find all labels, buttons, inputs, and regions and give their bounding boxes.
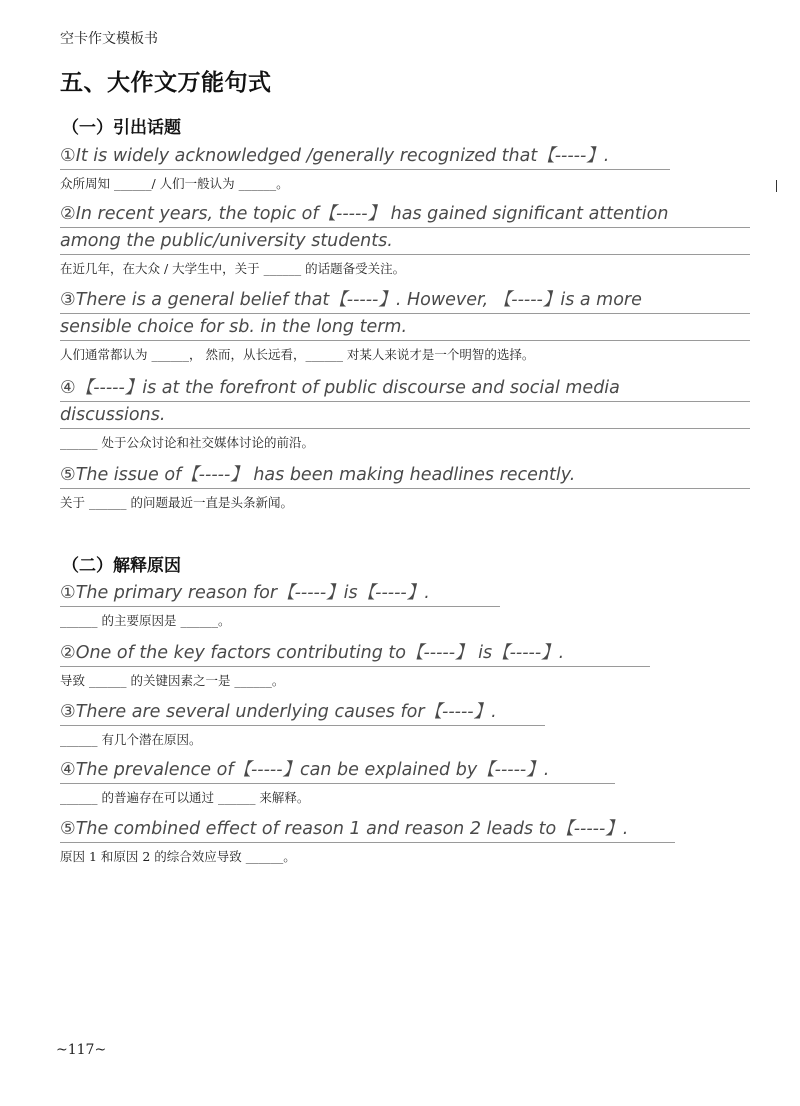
sentence-item — [60, 640, 750, 691]
english-sentence-line: ⑤The combined effect of reason 1 and reason 2 leads to【-----】. — [60, 816, 675, 843]
english-sentence-line: ②One of the key factors contributing to【-----】 is【-----】. — [60, 640, 650, 667]
english-sentence-line: ②In recent years, the topic of【-----】 has gained significant attention — [60, 201, 750, 228]
chinese-translation: 关于 ______ 的问题最近一直是头条新闻。 — [60, 495, 293, 510]
chinese-translation: ______ 的主要原因是 ______。 — [60, 613, 231, 628]
margin-mark — [776, 180, 777, 192]
chinese-translation: 众所周知 ______/ 人们一般认为 ______。 — [60, 176, 289, 191]
section-title-introduce-topic: （一）引出话题 — [62, 118, 181, 138]
sentence-item — [60, 699, 750, 750]
english-sentence-line: ①It is widely acknowledged /generally recognized that【-----】. — [60, 143, 670, 170]
english-sentence-line: ④【-----】is at the forefront of public discourse and social media — [60, 375, 750, 402]
sentence-item — [60, 201, 750, 279]
sentence-item — [60, 143, 750, 194]
section-title-explain-reasons: （二）解释原因 — [62, 556, 181, 576]
sentence-item — [60, 375, 750, 453]
page-header: 空卡作文模板书 — [60, 31, 158, 47]
chinese-translation: 在近几年，在大众 / 大学生中，关于 ______ 的话题备受关注。 — [60, 261, 406, 276]
english-sentence-line: ③There is a general belief that【-----】. However, 【-----】is a more — [60, 287, 750, 314]
chinese-translation: 导致 ______ 的关键因素之一是 ______。 — [60, 673, 285, 688]
english-sentence-line: sensible choice for sb. in the long term. — [60, 314, 750, 341]
chinese-translation: ______ 处于公众讨论和社交媒体讨论的前沿。 — [60, 435, 314, 450]
sentence-item — [60, 580, 750, 631]
english-sentence-line: ⑤The issue of【-----】 has been making headlines recently. — [60, 462, 750, 489]
chinese-translation: ______ 有几个潜在原因。 — [60, 732, 202, 747]
page-number: ~117~ — [56, 1042, 107, 1058]
english-sentence-line: ④The prevalence of【-----】can be explained by【-----】. — [60, 757, 615, 784]
chinese-translation: ______ 的普遍存在可以通过 ______ 来解释。 — [60, 790, 310, 805]
english-sentence-line: discussions. — [60, 402, 750, 429]
sentence-item — [60, 816, 750, 867]
chinese-translation: 原因 1 和原因 2 的综合效应导致 ______。 — [60, 849, 296, 864]
sentence-item — [60, 462, 750, 513]
english-sentence-line: ①The primary reason for【-----】is【-----】. — [60, 580, 500, 607]
english-sentence-line: among the public/university students. — [60, 228, 750, 255]
page-title: 五、大作文万能句式 — [60, 70, 272, 96]
english-sentence-line: ③There are several underlying causes for【-----】. — [60, 699, 545, 726]
chinese-translation: 人们通常都认为 ______， 然而，从长远看，______ 对某人来说才是一个明智的选择。 — [60, 347, 535, 362]
sentence-item — [60, 287, 750, 365]
sentence-item — [60, 757, 750, 808]
